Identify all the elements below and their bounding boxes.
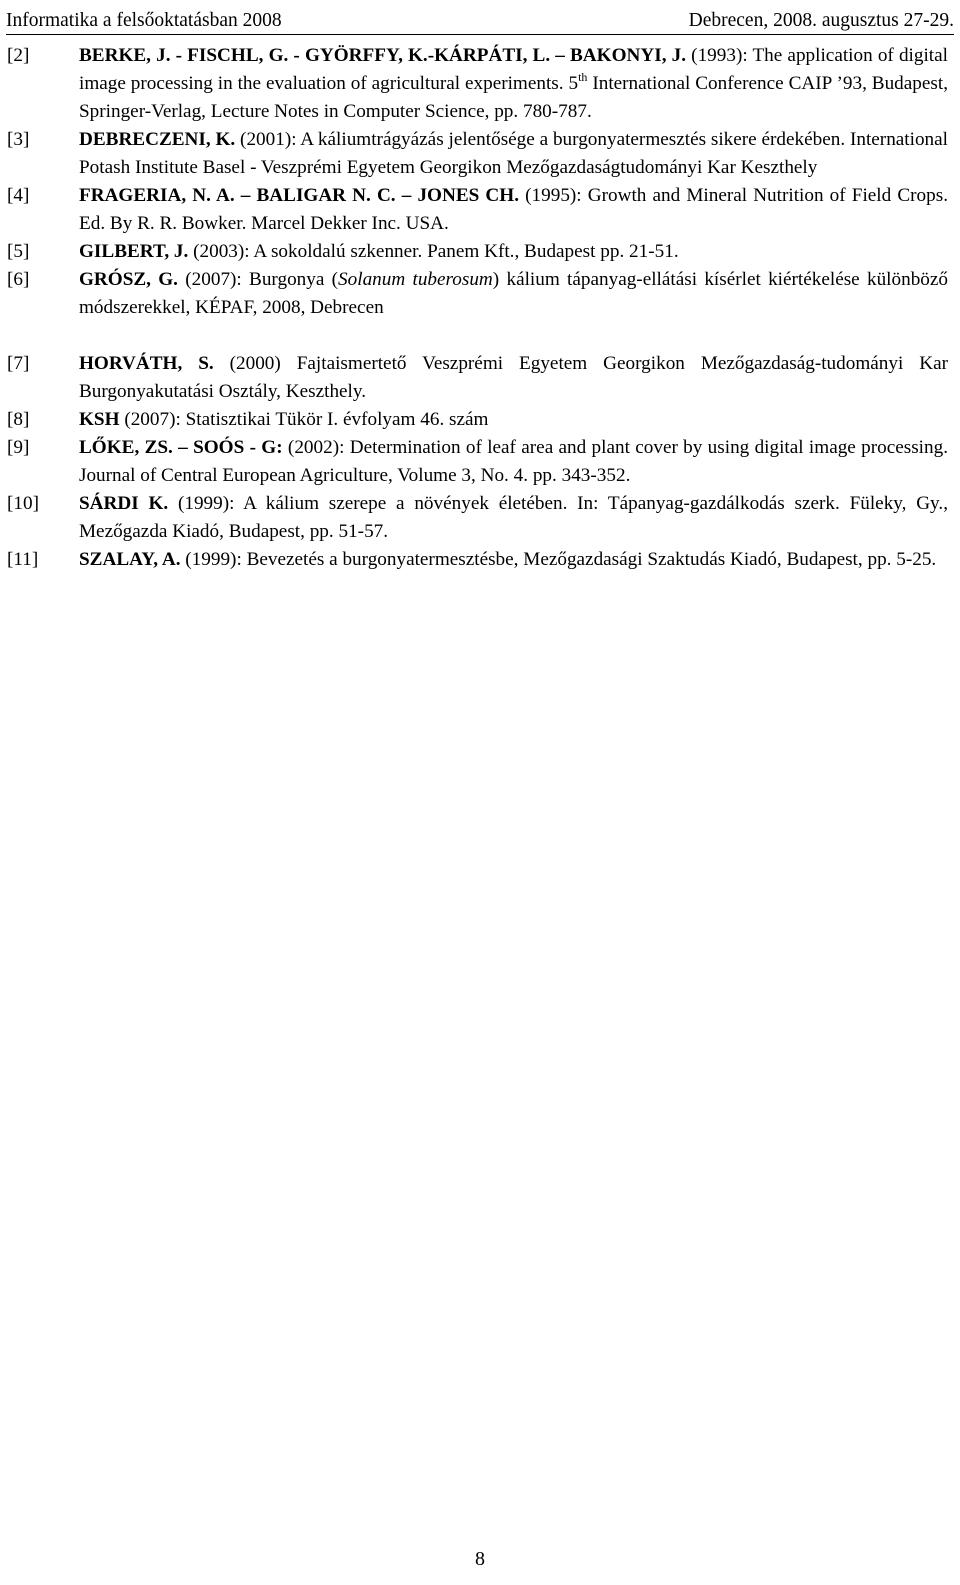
- reference-item: [7, 266, 948, 322]
- reference-text: [79, 490, 948, 546]
- running-header: [6, 2, 954, 35]
- reference-text: [79, 406, 948, 434]
- reference-item: [7, 238, 948, 266]
- reference-authors: HORVÁTH, S.: [79, 353, 214, 374]
- reference-details: (2007): Statisztikai Tükör I. évfolyam 46. szám: [119, 409, 489, 430]
- reference-authors: FRAGERIA, N. A. – BALIGAR N. C. – JONES CH.: [79, 185, 520, 206]
- reference-authors: KSH: [79, 409, 120, 430]
- reference-number: [4]: [7, 185, 30, 206]
- reference-text: [79, 434, 948, 490]
- reference-number: [8]: [7, 409, 30, 430]
- reference-item: [7, 434, 948, 490]
- reference-item: [7, 42, 948, 126]
- reference-number: [5]: [7, 241, 30, 262]
- reference-text: [79, 238, 948, 266]
- reference-details-continued: ) kálium tápanyag-ellátási kísérlet kiértékelése különböző módszerekkel, KÉPAF, 2008, Debrecen: [79, 269, 948, 318]
- reference-text: [79, 182, 948, 238]
- header-conference-title: Informatika a felsőoktatásban 2008: [6, 10, 282, 31]
- reference-number: [6]: [7, 269, 30, 290]
- reference-details: (1993): The application of digital image processing in the evaluation of agricultural experiments. 5: [79, 45, 948, 94]
- ordinal-superscript: th: [578, 70, 588, 84]
- reference-authors: BERKE, J. - FISCHL, G. - GYÖRFFY, K.-KÁRPÁTI, L. – BAKONYI, J.: [79, 45, 687, 66]
- reference-authors: GILBERT, J.: [79, 241, 189, 262]
- reference-number: [2]: [7, 45, 30, 66]
- reference-details: (2003): A sokoldalú szkenner. Panem Kft., Budapest pp. 21-51.: [188, 241, 679, 262]
- reference-item: [7, 406, 948, 434]
- reference-number: [7]: [7, 353, 30, 374]
- reference-number: [10]: [7, 493, 39, 514]
- reference-authors: SZALAY, A.: [79, 549, 181, 570]
- header-place-date: Debrecen, 2008. augusztus 27-29.: [688, 10, 954, 31]
- reference-number: [11]: [7, 549, 39, 570]
- reference-details: (2002): Determination of leaf area and plant cover by using digital image processing. Journal of Central European Agriculture, Volume 3, No. 4. pp. 343-352.: [79, 437, 948, 486]
- reference-text: [79, 266, 948, 322]
- page-number: 8: [475, 1548, 485, 1570]
- reference-authors: LŐKE, ZS. – SOÓS - G:: [79, 437, 283, 458]
- reference-item: [7, 350, 948, 406]
- reference-item: [7, 182, 948, 238]
- reference-text: [79, 546, 948, 574]
- reference-item: [7, 126, 948, 182]
- reference-item: [7, 546, 948, 574]
- reference-authors: DEBRECZENI, K.: [79, 129, 236, 150]
- reference-text: [79, 350, 948, 406]
- reference-details: (1999): Bevezetés a burgonyatermesztésbe, Mezőgazdasági Szaktudás Kiadó, Budapest, pp. 5-25.: [180, 549, 937, 570]
- reference-details: (2007): Burgonya (: [177, 269, 339, 290]
- reference-authors: GRÓSZ, G.: [79, 269, 178, 290]
- reference-number: [3]: [7, 129, 30, 150]
- reference-item: [7, 490, 948, 546]
- reference-details: (2000) Fajtaismertető Veszprémi Egyetem Georgikon Mezőgazdaság-tudományi Kar Burgonyakutatási Osztály, Keszthely.: [79, 353, 948, 402]
- reference-details: (1995): Growth and Mineral Nutrition of Field Crops. Ed. By R. R. Bowker. Marcel Dekker Inc. USA.: [79, 185, 949, 234]
- reference-details: (1999): A kálium szerepe a növények életében. In: Tápanyag-gazdálkodás szerk. Füleky, Gy., Mezőgazda Kiadó, Budapest, pp. 51-57.: [79, 493, 948, 542]
- reference-text: [79, 126, 948, 182]
- reference-authors: SÁRDI K.: [79, 493, 169, 514]
- reference-details-continued: International Conference CAIP ’93, Budapest, Springer-Verlag, Lecture Notes in Computer Science, pp. 780-787.: [79, 73, 948, 122]
- reference-number: [9]: [7, 437, 30, 458]
- reference-details: (2001): A káliumtrágyázás jelentősége a burgonyatermesztés sikere érdekében. International Potash Institute Basel - Veszprémi Egyetem Georgikon Mezőgazdaságtudományi Kar Keszthely: [79, 129, 948, 178]
- reference-list: [7, 42, 948, 574]
- reference-text: [79, 42, 948, 126]
- species-name: Solanum tuberosum: [338, 269, 493, 290]
